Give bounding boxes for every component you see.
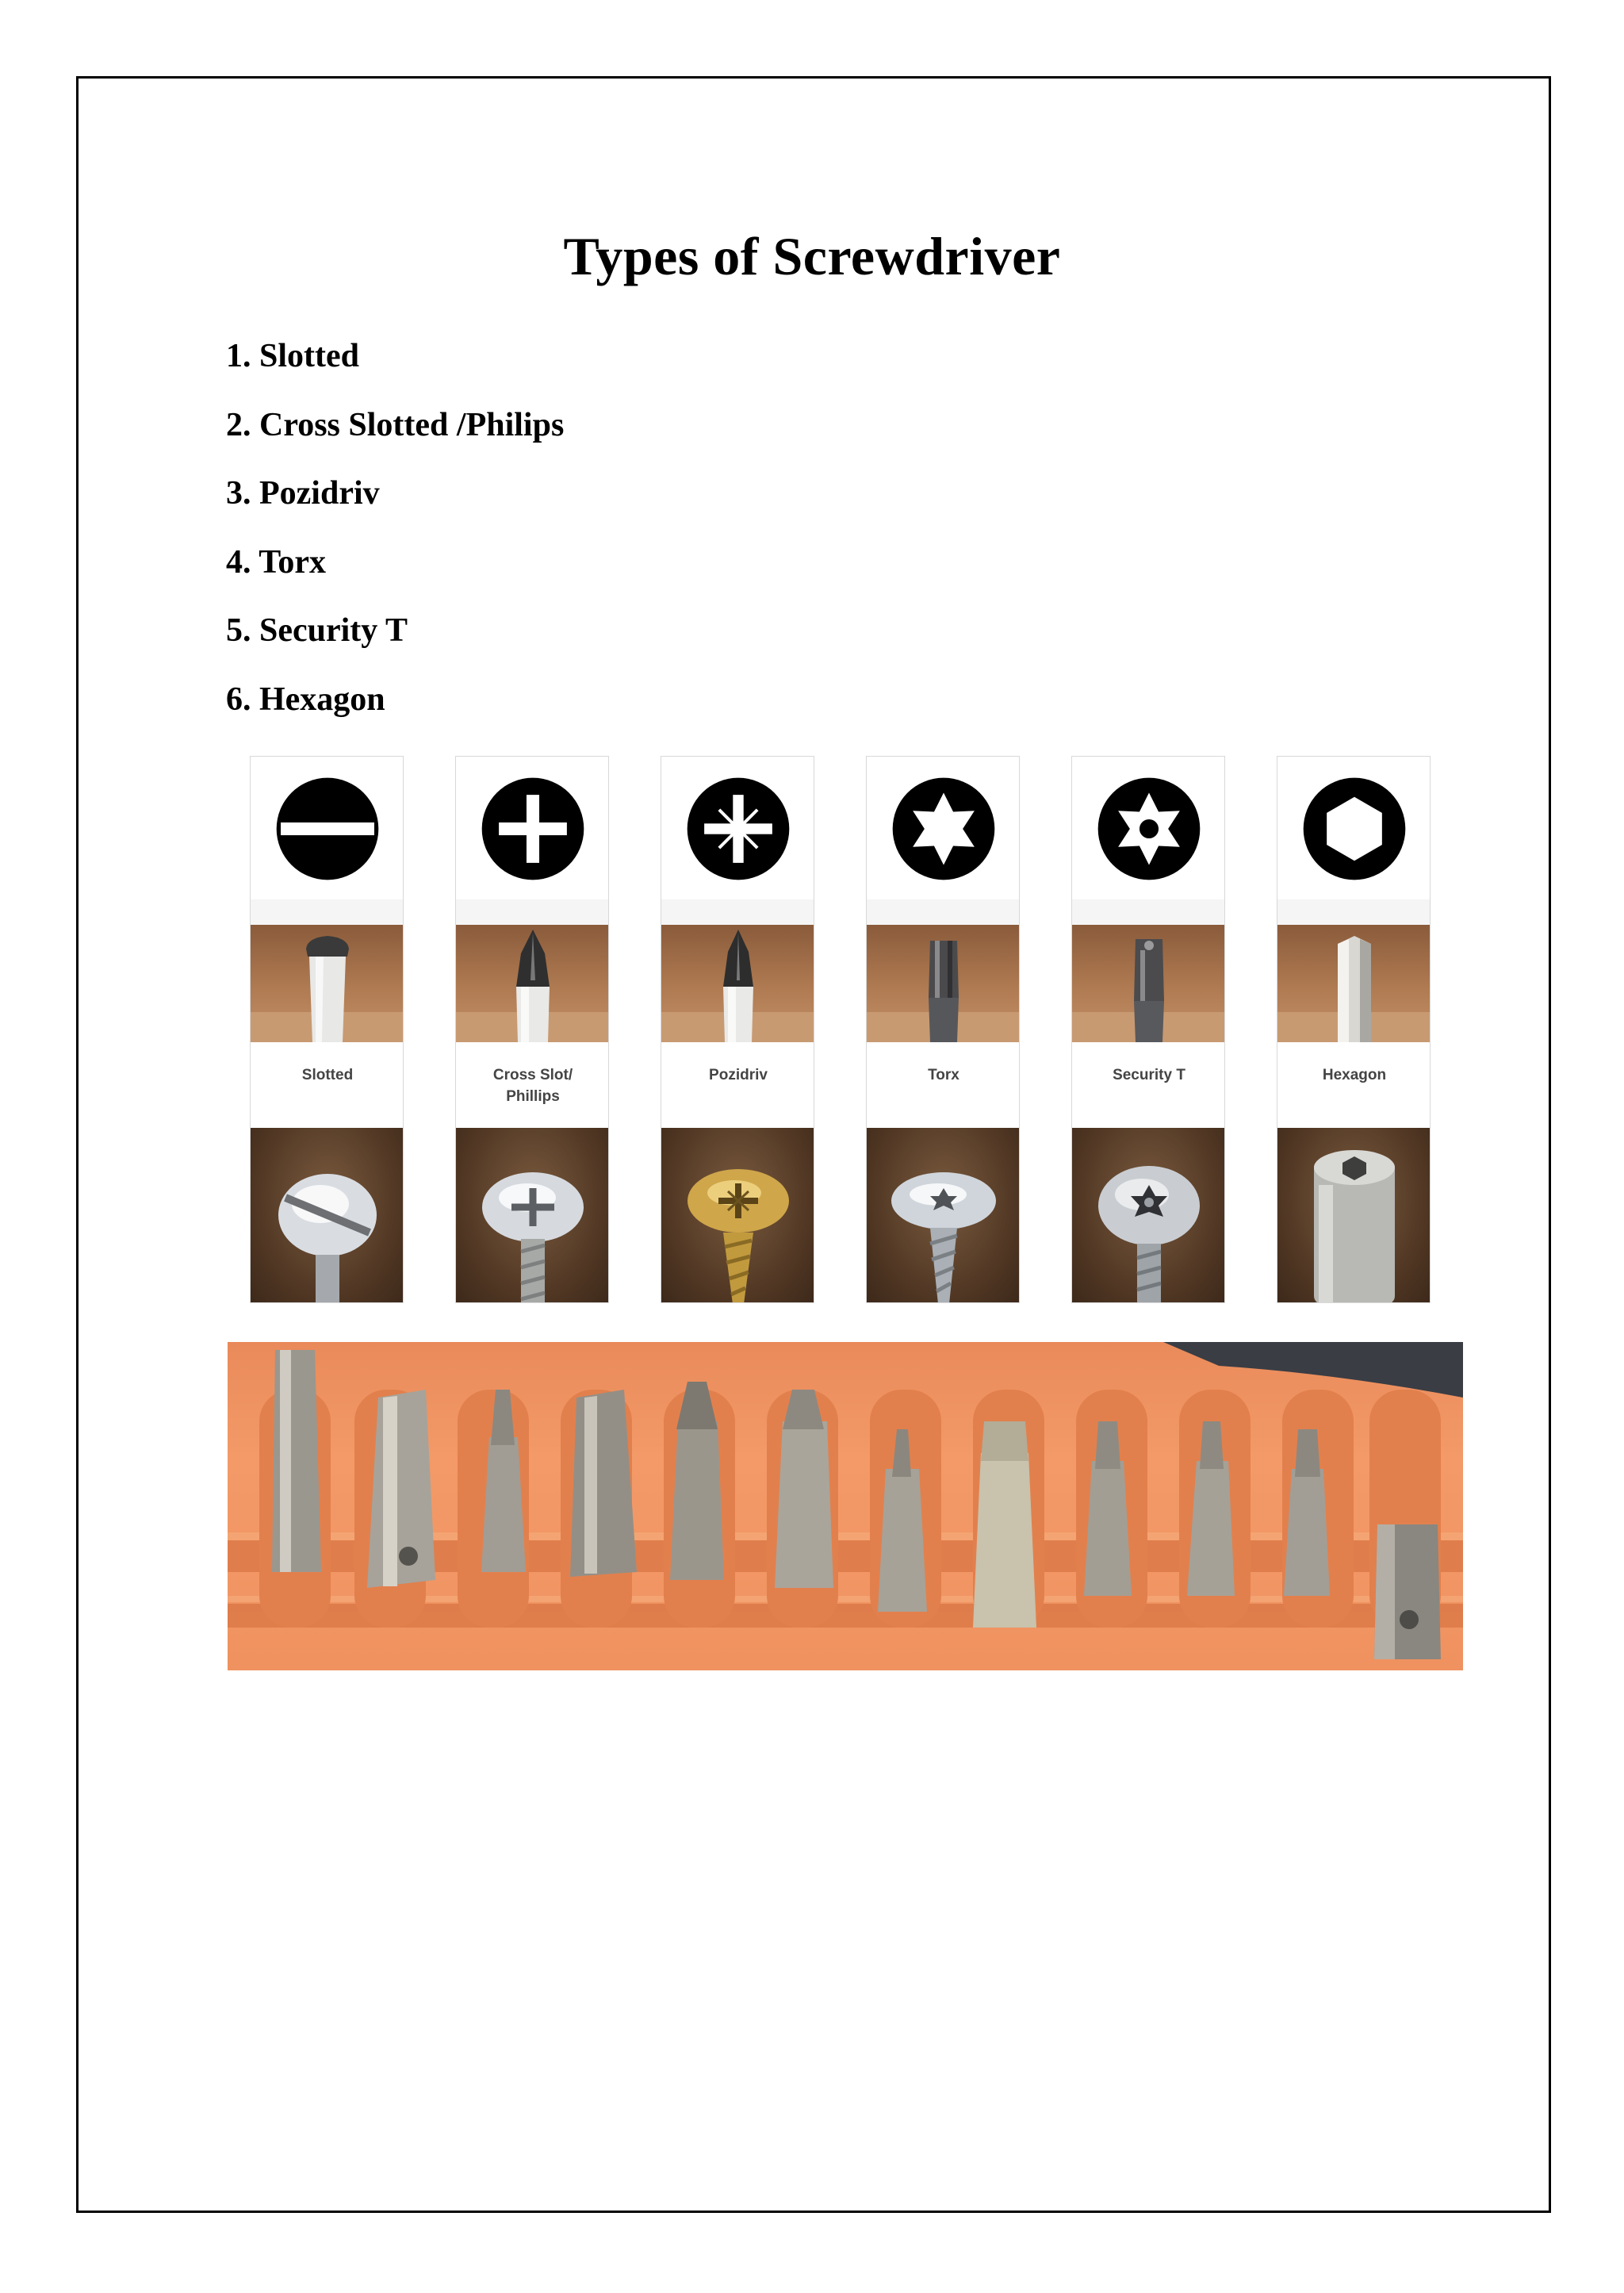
phillips-bit-photo bbox=[456, 925, 609, 1042]
chart-column-label: Hexagon bbox=[1277, 1042, 1431, 1128]
chart-column-pozidriv bbox=[661, 756, 814, 1303]
chart-column-hexagon bbox=[1277, 756, 1431, 1303]
slotted-bit-photo bbox=[251, 925, 404, 1042]
screwdriver-types-list bbox=[226, 337, 564, 749]
chart-column-label: Pozidriv bbox=[661, 1042, 814, 1128]
chart-column-label: Security T bbox=[1072, 1042, 1225, 1128]
chart-column-label: Slotted bbox=[251, 1042, 404, 1128]
chart-column-slotted bbox=[250, 756, 404, 1303]
torx-symbol-icon bbox=[891, 776, 997, 882]
hexagon-symbol-icon bbox=[1301, 776, 1408, 882]
security-torx-bit-photo bbox=[1072, 925, 1225, 1042]
hexagon-bit-photo bbox=[1277, 925, 1431, 1042]
hexagon-screw-photo bbox=[1277, 1128, 1431, 1303]
list-item: 1. Slotted bbox=[226, 338, 359, 374]
chart-column-torx bbox=[866, 756, 1020, 1303]
pozidriv-bit-photo bbox=[661, 925, 814, 1042]
list-item: 3. Pozidriv bbox=[226, 475, 380, 512]
page-title: Types of Screwdriver bbox=[563, 226, 1061, 286]
torx-screw-photo bbox=[867, 1128, 1020, 1303]
list-item: 2. Cross Slotted /Philips bbox=[226, 406, 565, 443]
slotted-symbol-icon bbox=[274, 776, 381, 882]
phillips-screw-photo bbox=[456, 1128, 609, 1303]
chart-column-label: Cross Slot/ Phillips bbox=[456, 1042, 609, 1128]
chart-column-security-t bbox=[1071, 756, 1225, 1303]
security-torx-screw-photo bbox=[1072, 1128, 1225, 1303]
screwdriver-bit-set-photo bbox=[228, 1342, 1463, 1670]
list-item: 6. Hexagon bbox=[226, 681, 385, 718]
torx-bit-photo bbox=[867, 925, 1020, 1042]
slotted-screw-photo bbox=[251, 1128, 404, 1303]
pozidriv-symbol-icon bbox=[685, 776, 791, 882]
phillips-symbol-icon bbox=[480, 776, 586, 882]
chart-column-phillips bbox=[455, 756, 609, 1303]
list-item: 5. Security T bbox=[226, 612, 408, 649]
chart-column-label: Torx bbox=[867, 1042, 1020, 1128]
list-item: 4. Torx bbox=[226, 543, 327, 581]
pozidriv-screw-photo bbox=[661, 1128, 814, 1303]
security-torx-symbol-icon bbox=[1096, 776, 1202, 882]
screw-types-chart bbox=[250, 756, 1431, 1303]
